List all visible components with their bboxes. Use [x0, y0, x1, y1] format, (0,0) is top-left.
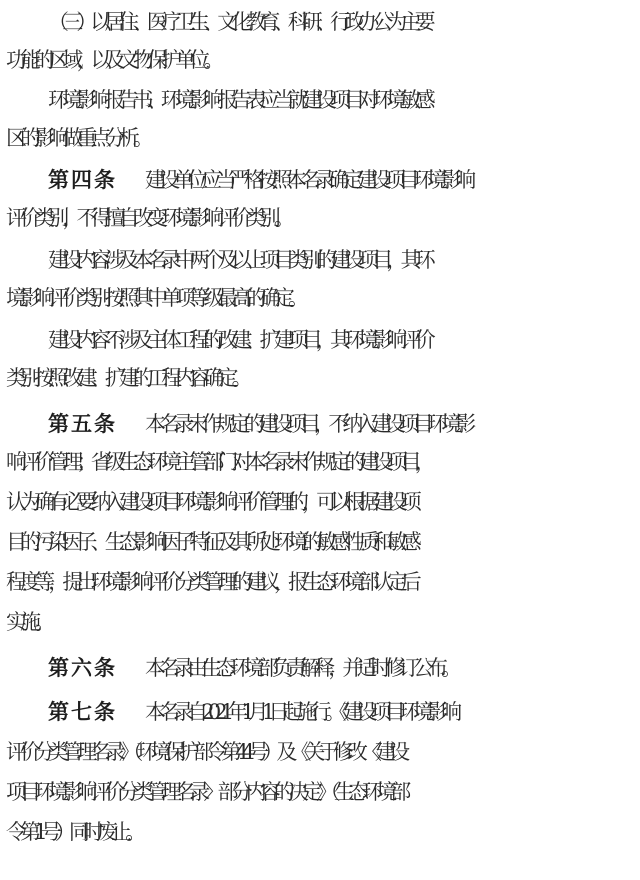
paragraph-renovation-line-1: 建设内容不涉及主体工程的改建、扩建项目，其环境影响评价 [48, 328, 429, 352]
article-5-text: 本名录未作规定的建设项目，不纳入建设项目环境影 [145, 412, 470, 436]
paragraph-3-line-1: （三）以居住、医疗卫生、文化教育、科研、行政办公为主要 [48, 10, 429, 34]
article-7-line-1 [48, 692, 640, 732]
article-5-line-6: 实施。 [6, 610, 49, 634]
article-6-line-1 [48, 648, 640, 688]
article-7-line-4: 令第1号）同时废止。 [6, 820, 140, 844]
article-5-line-2: 响评价管理；省级生态环境主管部门对本名录未作规定的建设项目， [6, 450, 429, 474]
article-4-line-2: 评价类别，不得擅自改变环境影响评价类别。 [6, 206, 288, 230]
paragraph-analysis-line-1: 环境影响报告书、环境影响报告表应当就建设项目对环境敏感 [48, 88, 429, 112]
article-7-line-2: 评价分类管理名录》（环境保护部令第44号）及《关于修改〈建设 [6, 740, 404, 764]
article-6-title: 第六条 [48, 656, 117, 680]
paragraph-analysis-line-2: 区的影响做重点分析。 [6, 126, 147, 150]
article-5-line-3: 认为确有必要纳入建设项目环境影响评价管理的，可以根据建设项 [6, 490, 415, 514]
article-5-line-5: 程度等，提出环境影响评价分类管理的建议，报生态环境部认定后 [6, 570, 415, 594]
paragraph-3-line-2: 功能的区域，以及文物保护单位。 [6, 48, 218, 72]
paragraph-categories-line-1: 建设内容涉及本名录中两个及以上项目类别的建设项目，其环 [48, 248, 429, 272]
paragraph-renovation-line-2: 类别按照改建、扩建的工程内容确定。 [6, 366, 246, 390]
article-4-title: 第四条 [48, 168, 117, 192]
article-5-title: 第五条 [48, 412, 117, 436]
article-5-line-4: 目的污染因子、生态影响因子特征及其所处环境的敏感性质和敏感 [6, 530, 415, 554]
article-7-text: 本名录自2021年1月1日起施行。《建设项目环境影响 [145, 700, 456, 724]
article-4-line-1 [48, 160, 640, 200]
paragraph-categories-line-2: 境影响评价类别按照其中单项等级最高的确定。 [6, 286, 303, 310]
article-6-text: 本名录由生态环境部负责解释，并适时修订公布。 [145, 656, 456, 680]
article-4-text: 建设单位应当严格按照本名录确定建设项目环境影响 [145, 168, 470, 192]
article-7-title: 第七条 [48, 700, 117, 724]
article-7-line-3: 项目环境影响评价分类管理名录〉部分内容的决定》（生态环境部 [6, 780, 405, 804]
article-5-line-1 [48, 404, 640, 444]
